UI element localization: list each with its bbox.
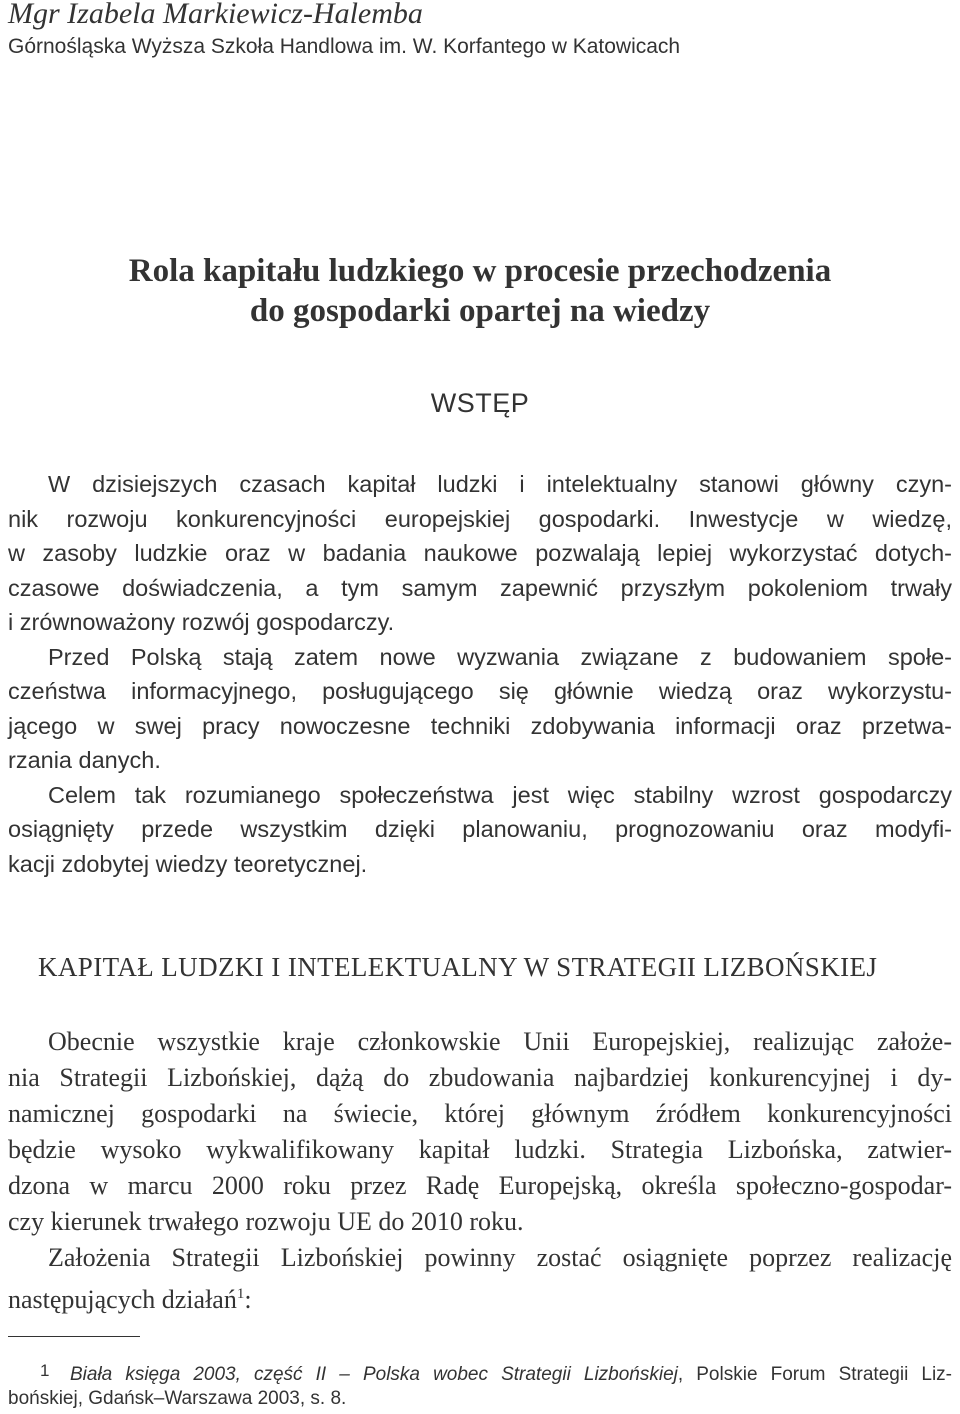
lisbon-body — [8, 1024, 952, 1312]
body-line: nik rozwoju konkurencyjności europejskiej gospodarki. Inwestycje w wiedzę, — [8, 505, 952, 532]
body-line: Przed Polską stają zatem nowe wyzwania związane z budowaniem społe- — [48, 643, 952, 670]
footnote-title: Biała księga 2003, część II – Polska wobec Strategii Lizbońskiej — [70, 1364, 678, 1385]
footnote-reference[interactable]: 1 — [236, 1286, 245, 1302]
body-line: jącego w swej pracy nowoczesne techniki zdobywania informacji oraz przetwa- — [8, 712, 952, 739]
footnote-line-2: bońskiej, Gdańsk–Warszawa 2003, s. 8. — [8, 1388, 347, 1409]
body-line: Celem tak rozumianego społeczeństwa jest więc stabilny wzrost gospodarczy — [48, 781, 952, 808]
body-line: czasowe doświadczenia, a tym samym zapewnić przyszłym pokoleniom trwały — [8, 574, 952, 601]
body-line: osiągnięty przede wszystkim dzięki planowaniu, prognozowaniu oraz modyfi- — [8, 816, 952, 842]
author-name: Mgr Izabela Markiewicz-Halemba — [8, 0, 423, 30]
intro-body — [8, 467, 952, 881]
body-line: rzania danych. — [8, 747, 161, 773]
body-line: Założenia Strategii Lizbońskiej powinny zostać osiągnięte poprzez realizację — [48, 1243, 952, 1272]
title-line-2: do gospodarki opartej na wiedzy — [249, 293, 711, 329]
section-heading-intro: WSTĘP — [430, 388, 530, 418]
title-line-1: Rola kapitału ludzkiego w procesie przechodzenia — [128, 253, 832, 289]
body-line: czy kierunek trwałego rozwoju UE do 2010 roku. — [8, 1207, 524, 1236]
body-line: będzie wysoko wykwalifikowany kapitał ludzki. Strategia Lizbońska, zatwier- — [8, 1135, 952, 1164]
body-line: nia Strategii Lizbońskiej, dążą do zbudowania najbardziej konkurencyjnej i dy- — [8, 1063, 952, 1092]
body-line: W dzisiejszych czasach kapitał ludzki i intelektualny stanowi główny czyn- — [48, 471, 952, 497]
author-affiliation: Górnośląska Wyższa Szkoła Handlowa im. W. Korfantego w Katowicach — [8, 35, 681, 58]
body-line: dzona w marcu 2000 roku przez Radę Europejską, określa społeczno-gospodar- — [8, 1171, 952, 1200]
body-line: i zrównoważony rozwój gospodarczy. — [8, 609, 395, 635]
body-line: namicznej gospodarki na świecie, której głównym źródłem konkurencyjności — [8, 1099, 952, 1128]
footnote-divider — [8, 1336, 140, 1337]
body-line: Obecnie wszystkie kraje członkowskie Unii Europejskiej, realizując założe- — [48, 1027, 952, 1056]
footnote — [8, 1357, 952, 1413]
article-title — [0, 251, 960, 331]
body-line: w zasoby ludzkie oraz w badania naukowe pozwalają lepiej wykorzystać dotych- — [8, 540, 952, 566]
footnote-number: 1 — [40, 1361, 50, 1380]
section-heading-lisbon: KAPITAŁ LUDZKI I INTELEKTUALNY W STRATEGII LIZBOŃSKIEJ — [38, 952, 878, 982]
body-line-with-footnote — [8, 1276, 952, 1312]
footnote-publisher: , Polskie Forum Strategii Liz- — [677, 1364, 952, 1385]
footnote-line-1 — [8, 1357, 952, 1385]
body-line: kacji zdobytej wiedzy teoretycznej. — [8, 850, 368, 877]
body-line: czeństwa informacyjnego, posługującego się głównie wiedzą oraz wykorzystu- — [8, 678, 952, 704]
trailing-colon: : — [244, 1285, 252, 1314]
body-line-text: następujących działań — [8, 1285, 237, 1314]
